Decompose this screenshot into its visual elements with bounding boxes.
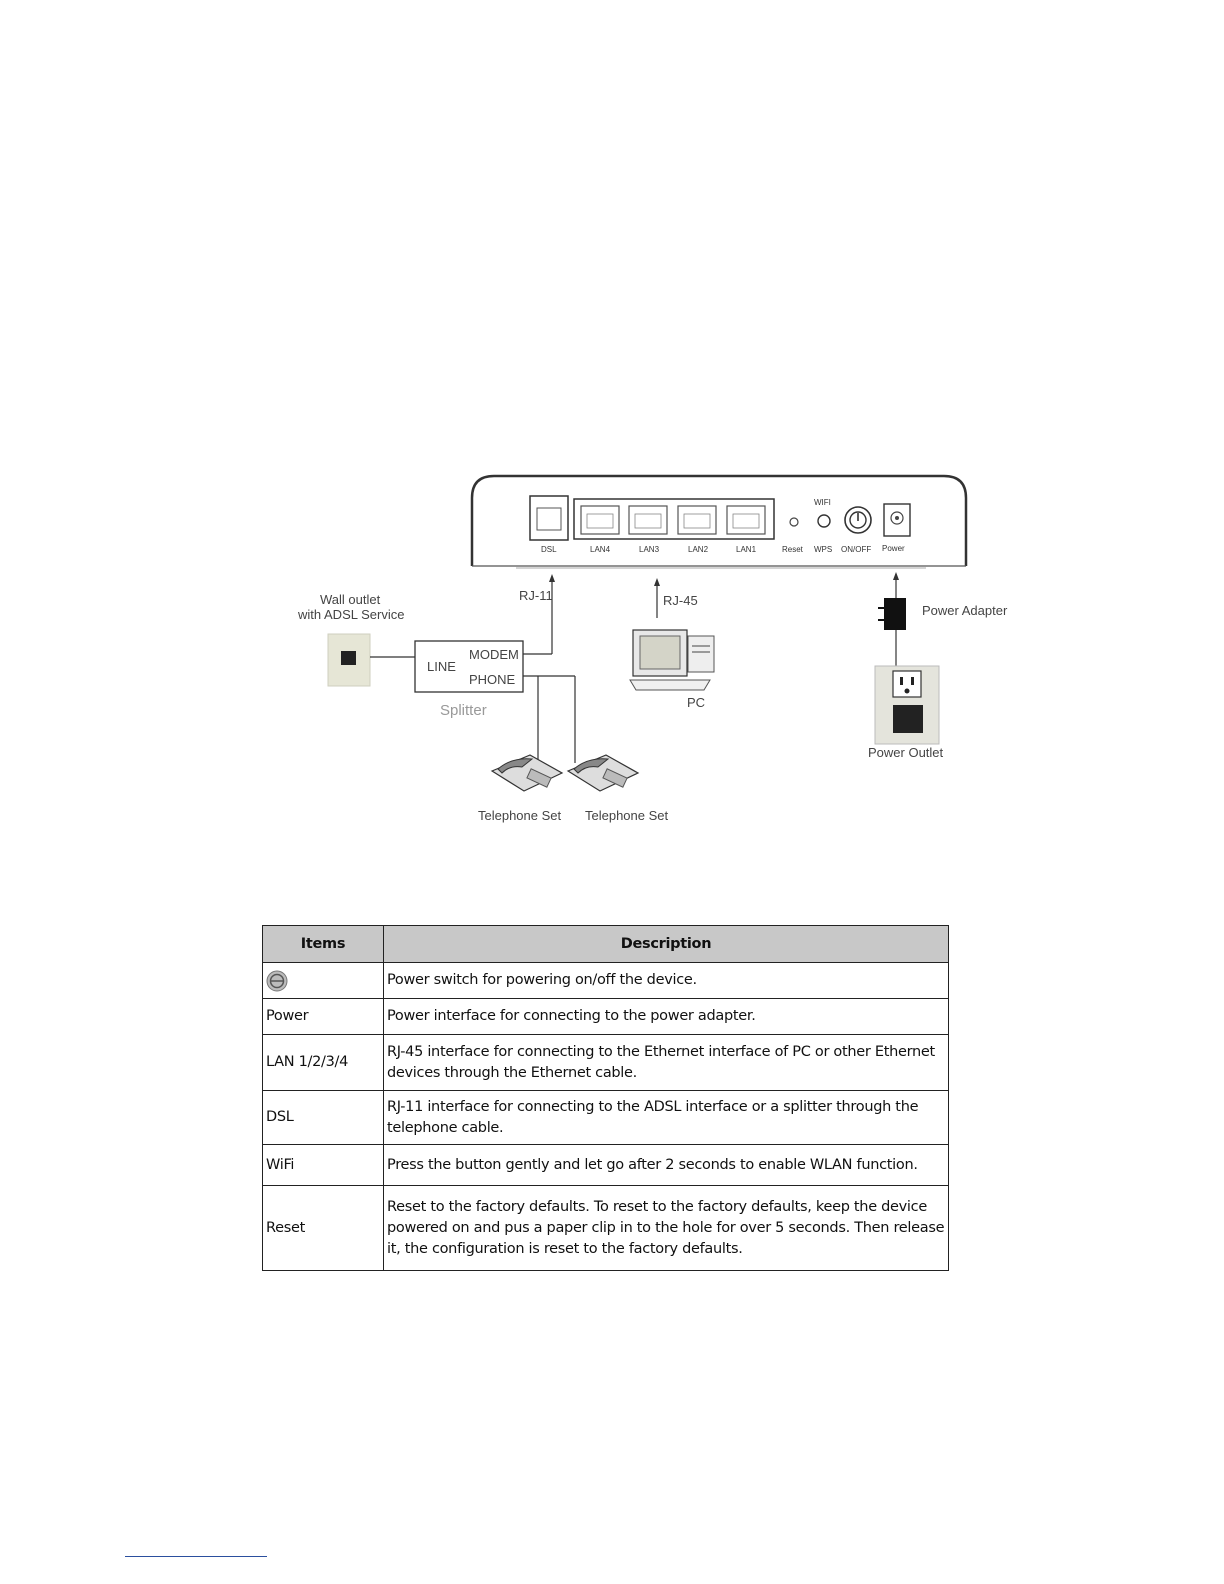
port-label-lan3: LAN3 bbox=[639, 545, 660, 554]
splitter-phone-label: PHONE bbox=[469, 672, 516, 687]
table-row bbox=[263, 1035, 949, 1091]
item-cell: WiFi bbox=[263, 1145, 384, 1186]
pc-label: PC bbox=[687, 695, 706, 710]
telephone-label-2: Telephone Set bbox=[585, 808, 669, 823]
description-cell: RJ-45 interface for connecting to the Ethernet interface of PC or other Ethernet devices through the Ethernet cable. bbox=[384, 1035, 949, 1091]
pc-icon bbox=[630, 630, 714, 690]
lan-port-lan4 bbox=[581, 506, 619, 534]
port-label-power: Power bbox=[882, 544, 905, 553]
lan-port-block bbox=[574, 499, 774, 539]
description-cell: Reset to the factory defaults. To reset to the factory defaults, keep the device powered on and pus a paper clip in to the hole for over 5 seconds. Then release it, the configuration is reset to the factory defaults. bbox=[384, 1186, 949, 1271]
items-description-table bbox=[262, 925, 949, 1271]
wall-outlet-label-2: with ADSL Service bbox=[298, 607, 405, 622]
power-switch-icon bbox=[266, 970, 288, 992]
lan-port-lan3 bbox=[629, 506, 667, 534]
table-row bbox=[263, 963, 949, 999]
description-cell: Power interface for connecting to the power adapter. bbox=[384, 999, 949, 1035]
wifi-label: WIFI bbox=[814, 498, 831, 507]
footnote-separator bbox=[125, 1556, 267, 1557]
item-cell: Power bbox=[263, 999, 384, 1035]
wall-outlet-label-1: Wall outlet bbox=[320, 592, 381, 607]
dsl-port bbox=[530, 496, 568, 540]
power-jack bbox=[884, 504, 910, 536]
description-cell: RJ-11 interface for connecting to the ADSL interface or a splitter through the telephone cable. bbox=[384, 1091, 949, 1145]
port-label-wps: WPS bbox=[814, 545, 833, 554]
item-cell: DSL bbox=[263, 1091, 384, 1145]
port-label-reset: Reset bbox=[782, 545, 803, 554]
description-cell: Power switch for powering on/off the device. bbox=[384, 963, 949, 999]
telephone-label-1: Telephone Set bbox=[478, 808, 562, 823]
rj11-label: RJ-11 bbox=[519, 588, 553, 603]
splitter-label: Splitter bbox=[440, 702, 487, 719]
table-row bbox=[263, 1186, 949, 1271]
table-row bbox=[263, 999, 949, 1035]
telephone-icon-2 bbox=[568, 755, 638, 791]
header-description: Description bbox=[384, 926, 949, 963]
on-off-switch bbox=[845, 507, 871, 533]
power-outlet-icon bbox=[875, 666, 939, 744]
item-cell: Reset bbox=[263, 1186, 384, 1271]
table-row bbox=[263, 1091, 949, 1145]
item-cell bbox=[263, 963, 384, 999]
port-label-lan1: LAN1 bbox=[736, 545, 757, 554]
port-label-lan4: LAN4 bbox=[590, 545, 611, 554]
power-outlet-label: Power Outlet bbox=[868, 745, 944, 760]
splitter-modem-label: MODEM bbox=[469, 647, 519, 662]
item-cell: LAN 1/2/3/4 bbox=[263, 1035, 384, 1091]
wps-button bbox=[818, 515, 830, 527]
table-header-row bbox=[263, 926, 949, 963]
header-items: Items bbox=[263, 926, 384, 963]
port-label-lan2: LAN2 bbox=[688, 545, 709, 554]
power-adapter-label: Power Adapter bbox=[922, 603, 1008, 618]
port-label-dsl: DSL bbox=[541, 545, 557, 554]
reset-hole bbox=[790, 518, 798, 526]
lan-port-lan2 bbox=[678, 506, 716, 534]
power-adapter-icon bbox=[884, 598, 906, 630]
router-connection-diagram bbox=[290, 458, 1020, 830]
splitter-line-label: LINE bbox=[427, 659, 456, 674]
description-cell: Press the button gently and let go after 2 seconds to enable WLAN function. bbox=[384, 1145, 949, 1186]
telephone-icon-1 bbox=[492, 755, 562, 791]
rj45-label: RJ-45 bbox=[663, 593, 698, 608]
table-row bbox=[263, 1145, 949, 1186]
lan-port-lan1 bbox=[727, 506, 765, 534]
port-label-onoff: ON/OFF bbox=[841, 545, 872, 554]
